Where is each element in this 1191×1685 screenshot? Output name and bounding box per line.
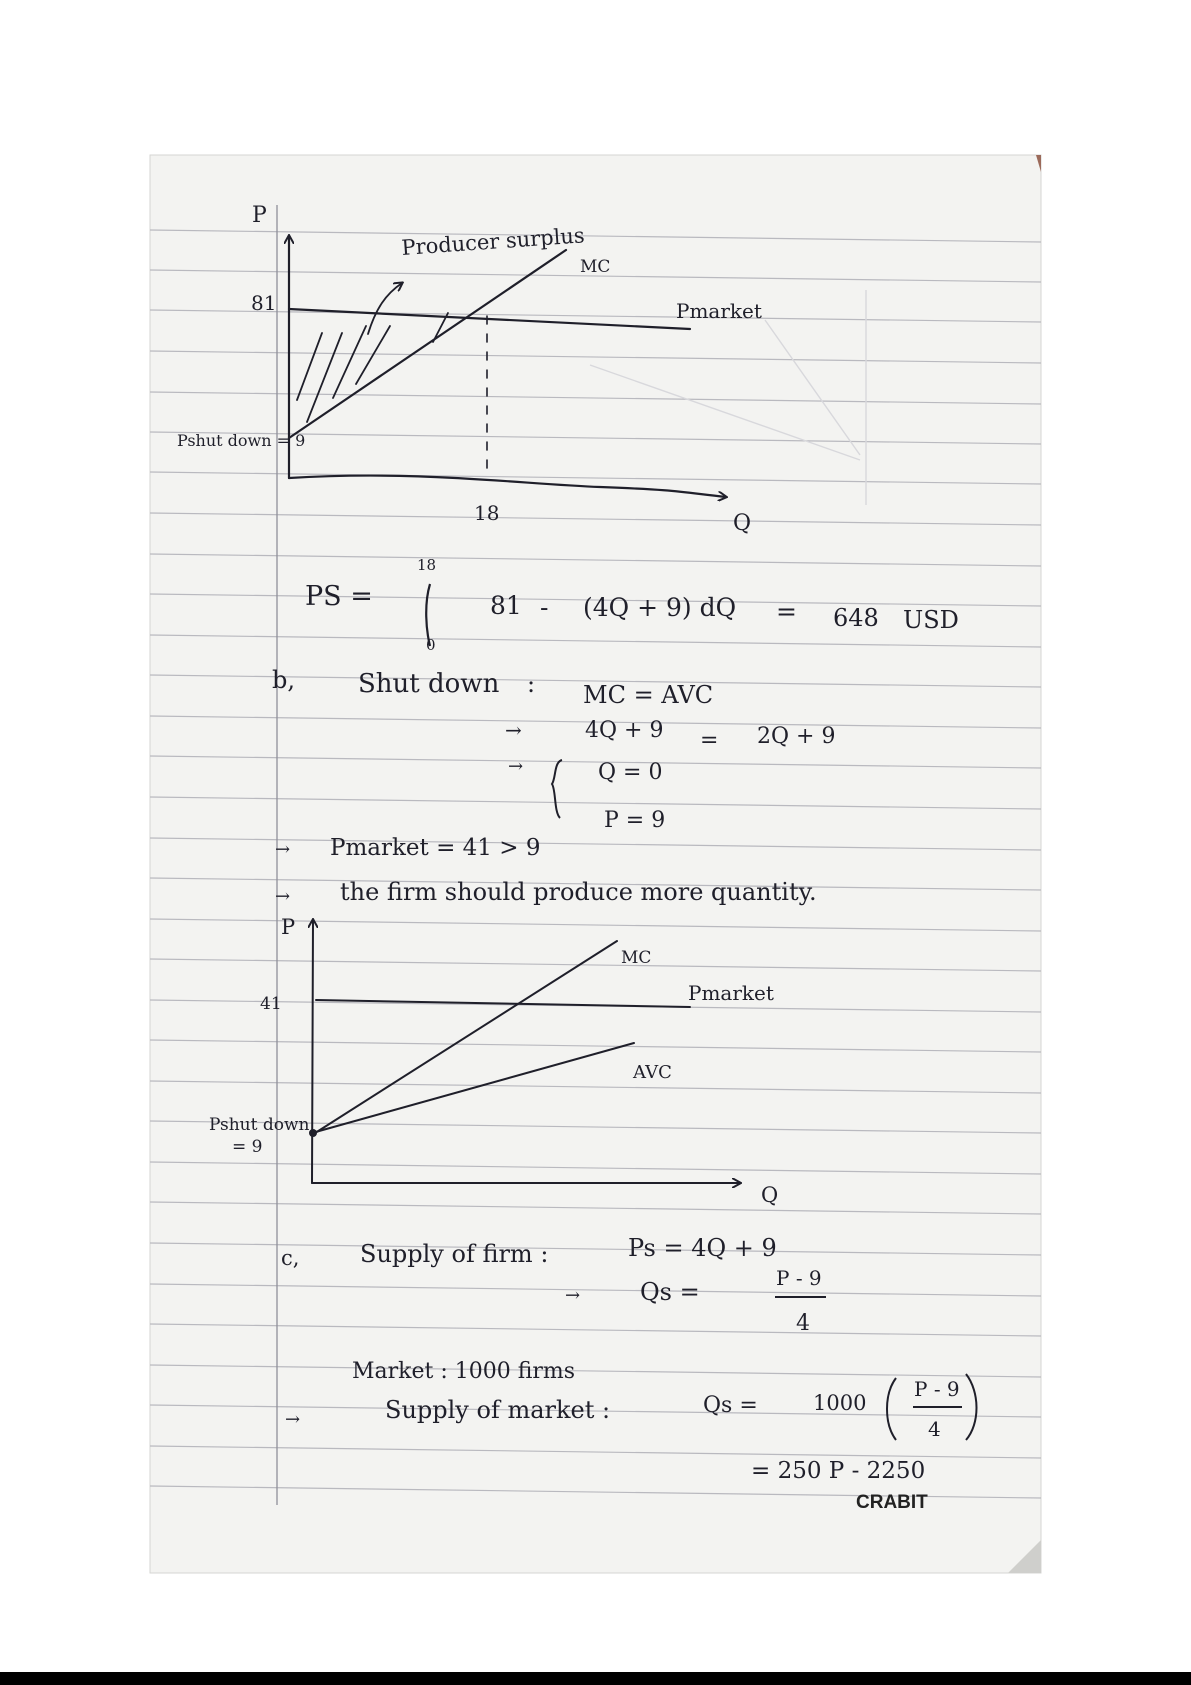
market-supply-title: Supply of market : (385, 1396, 611, 1424)
qs-lhs: Qs = (640, 1278, 700, 1306)
graph2-y-axis (312, 920, 313, 1183)
notebook-brand: CRABIT (856, 1492, 928, 1513)
eq1-right: 2Q + 9 (757, 724, 836, 749)
producer-surplus-label: Producer surplus (400, 223, 586, 260)
shutdown-condition: MC = AVC (583, 681, 714, 709)
ps-lhs: PS = (305, 581, 373, 612)
qs-denominator: 4 (796, 1311, 810, 1336)
firm-supply-price: Ps = 4Q + 9 (628, 1234, 777, 1262)
integrand-81: 81 (490, 591, 522, 620)
graph2-p-label: P (281, 915, 296, 939)
qs2-coefficient: 1000 (813, 1391, 867, 1415)
integral-lower: 0 (426, 636, 436, 654)
graph1-tick-18: 18 (474, 501, 500, 525)
eq1-equals: = (700, 728, 719, 753)
part-b-label: b, (272, 666, 295, 694)
graph1-tick-81: 81 (251, 291, 277, 315)
scan-bottom-border (0, 1672, 1191, 1685)
graph2-pmarket-label: Pmarket (688, 981, 774, 1005)
qs2-numerator: P - 9 (914, 1377, 960, 1401)
arrow-5: → (565, 1285, 581, 1306)
part-b-title: Shut down (358, 669, 500, 699)
graph1-pmarket-label: Pmarket (676, 299, 762, 323)
part-b-colon: : (527, 670, 536, 698)
system-p: P = 9 (604, 808, 666, 833)
graph2-avc-label: AVC (633, 1062, 672, 1083)
graph1-q-label: Q (733, 511, 752, 536)
market-firms: Market : 1000 firms (352, 1359, 576, 1384)
integral-upper: 18 (417, 556, 437, 574)
arrow-2: → (508, 756, 524, 777)
graph1-mc-label: MC (580, 257, 611, 277)
part-c-label: c, (281, 1246, 300, 1270)
integrand-mc: (4Q + 9) dQ (583, 593, 737, 622)
graph2-q-label: Q (761, 1183, 779, 1207)
graph1-p-label: P (252, 203, 267, 228)
ps-unit: USD (903, 606, 959, 634)
eq1-left: 4Q + 9 (585, 718, 664, 743)
arrow-1: → (505, 718, 522, 742)
qs-numerator: P - 9 (776, 1266, 822, 1290)
part-c-title: Supply of firm : (360, 1240, 549, 1268)
integrand-minus: - (540, 593, 549, 622)
graph2-mc-label: MC (621, 948, 652, 968)
system-q: Q = 0 (598, 760, 663, 785)
ps-result: 648 (833, 604, 879, 632)
graph1-shutdown-label: Pshut down = 9 (177, 431, 306, 450)
graph2-shutdown-label-2: = 9 (232, 1137, 263, 1157)
qs2-denominator: 4 (928, 1417, 941, 1441)
market-supply-final: = 250 P - 2250 (751, 1458, 926, 1484)
part-b-conclusion: the firm should produce more quantity. (340, 878, 817, 906)
arrow-6: → (285, 1409, 301, 1430)
graph2-tick-41: 41 (260, 994, 282, 1014)
pmarket-comparison: Pmarket = 41 > 9 (330, 835, 541, 861)
arrow-3: → (275, 839, 291, 860)
formula-equals: = (776, 597, 797, 626)
arrow-4: → (275, 886, 291, 907)
notebook-page (150, 155, 1041, 1573)
graph2-shutdown-label-1: Pshut down (209, 1115, 310, 1135)
qs2-lhs: Qs = (703, 1393, 758, 1418)
